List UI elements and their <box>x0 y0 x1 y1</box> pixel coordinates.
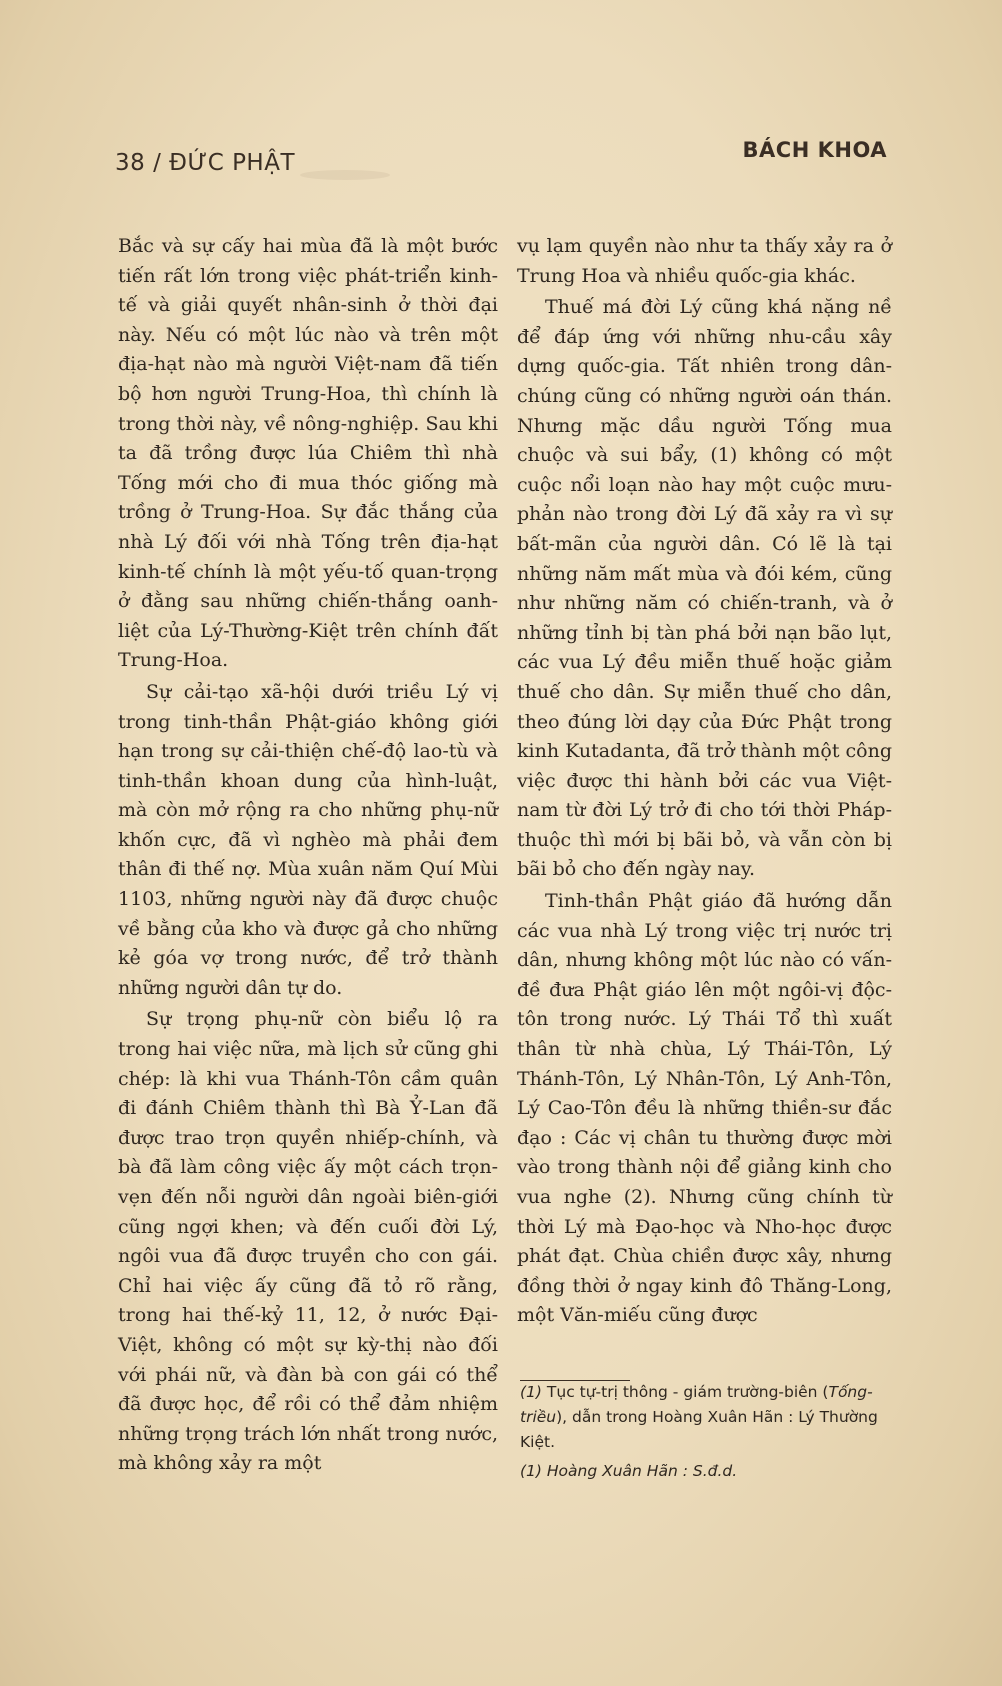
footnote-1 <box>520 1380 890 1455</box>
page-header-title: 38 / ĐỨC PHẬT <box>115 150 296 176</box>
footnote-1-text-b: Tống-triều <box>520 1383 873 1426</box>
footnote-1-text-a: Tục tự-trị thông - giám trường-biên ( <box>546 1383 829 1401</box>
paragraph: Tinh-thần Phật giáo đã hướng dẫn các vua nhà Lý trong việc trị nước trị dân, nhưng không một lúc nào có vấn-đề đưa Phật giáo lên một ngôi-vị độc-tôn trong nước. Lý Thái Tổ thì xuất thân từ nhà chùa, Lý Thái-Tôn, Lý Thánh-Tôn, Lý Nhân-Tôn, Lý Anh-Tôn, Lý Cao-Tôn đều là những thiền-sư đắc đạo : Các vị chân tu thường được mời vào trong thành nội để giảng kinh cho vua nghe (2). Nhưng cũng chính từ thời Lý mà Đạo-học và Nho-học được phát đạt. Chùa chiền được xây, nhưng đồng thời ở ngay kinh đô Thăng-Long, một Văn-miếu cũng được <box>517 890 892 1327</box>
paragraph: Sự trọng phụ-nữ còn biểu lộ ra trong hai việc nữa, mà lịch sử cũng ghi chép: là khi vua Thánh-Tôn cầm quân đi đánh Chiêm thành thì Bà Ỷ-Lan đã được trao trọn quyền nhiếp-chính, và bà đã làm công việc ấy một cách trọn-vẹn đến nỗi người dân ngoài biên-giới cũng ngợi khen; và đến cuối đời Lý, ngôi vua đã được truyền cho con gái. Chỉ hai việc ấy cũng đã tỏ rõ rằng, trong hai thế-kỷ 11, 12, ở nước Đại-Việt, không có một sự kỳ-thị nào đối với phái nữ, và đàn bà con gái có thể đã được học, để rồi có thể đảm nhiệm những trọng trách lớn nhất trong nước, mà không xảy ra một <box>118 1008 498 1475</box>
paragraph: vụ lạm quyền nào như ta thấy xảy ra ở Trung Hoa và nhiều quốc-gia khác. <box>517 235 892 287</box>
footnote-1-text-c: ), dẫn trong Hoàng Xuân Hãn : Lý Thường Kiệt. <box>520 1408 878 1451</box>
footnote-1-mark: (1) <box>520 1383 542 1401</box>
right-column <box>517 232 892 1331</box>
paragraph: Thuế má đời Lý cũng khá nặng nề để đáp ứng với những nhu-cầu xây dựng quốc-gia. Tất nhiên trong dân-chúng cũng có những người oán thán. Nhưng mặc dầu người Tống mua chuộc và sui bẩy, (1) không có một cuộc nổi loạn nào hay một cuộc mưu-phản nào trong đời Lý đã xảy ra vì sự bất-mãn của người dân. Có lẽ là tại những năm mất mùa và đói kém, cũng như những năm có chiến-tranh, và ở những tỉnh bị tàn phá bởi nạn bão lụt, các vua Lý đều miễn thuế hoặc giảm thuế cho dân. Sự miễn thuế cho dân, theo đúng lời dạy của Đức Phật trong kinh Kutadanta, đã trở thành một công việc được thi hành bởi các vua Việt-nam từ đời Lý trở đi cho tới thời Pháp-thuộc thì mới bị bãi bỏ, và vẫn còn bị bãi bỏ cho đến ngày nay. <box>517 296 892 881</box>
footnotes <box>520 1380 890 1488</box>
publication-name: BÁCH KHOA <box>742 138 887 162</box>
footnote-2: (1) Hoàng Xuân Hãn : S.đ.d. <box>520 1462 738 1480</box>
paragraph: Bắc và sự cấy hai mùa đã là một bước tiến rất lớn trong việc phát-triển kinh-tế và giải quyết nhân-sinh ở thời đại này. Nếu có một lúc nào và trên một địa-hạt nào mà người Việt-nam đã tiến bộ hơn người Trung-Hoa, thì chính là trong thời này, về nông-nghiệp. Sau khi ta đã trồng được lúa Chiêm thì nhà Tống mới cho đi mua thóc giống mà trồng ở Trung-Hoa. Sự đắc thắng của nhà Lý đối với nhà Tống trên địa-hạt kinh-tế chính là một yếu-tố quan-trọng ở đằng sau những chiến-thắng oanh-liệt của Lý-Thường-Kiệt trên chính đất Trung-Hoa. <box>118 235 498 672</box>
ink-smudge <box>300 170 390 180</box>
left-column <box>118 232 498 1479</box>
paragraph: Sự cải-tạo xã-hội dưới triều Lý vị trong tinh-thần Phật-giáo không giới hạn trong sự cải-thiện chế-độ lao-tù và tinh-thần khoan dung của hình-luật, mà còn mở rộng ra cho những phụ-nữ khốn cực, đã vì nghèo mà phải đem thân đi thế nợ. Mùa xuân năm Quí Mùi 1103, những người này đã được chuộc về bằng của kho và được gả cho những kẻ góa vợ trong nước, để trở thành những người dân tự do. <box>118 680 498 999</box>
